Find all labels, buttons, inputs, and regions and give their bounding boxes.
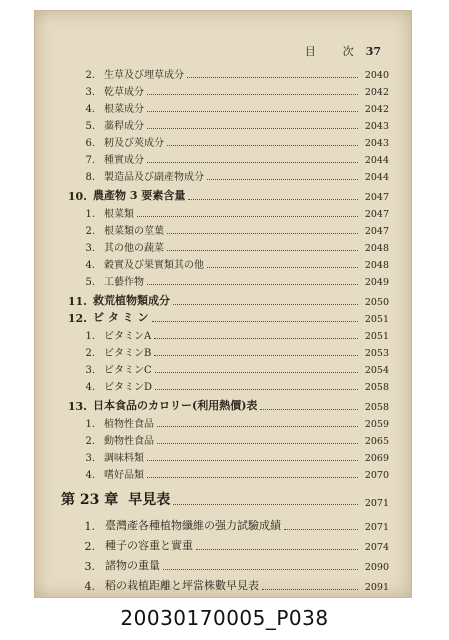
toc-entry bbox=[35, 292, 411, 308]
entry-number: 4. bbox=[84, 580, 95, 593]
leader-dots bbox=[152, 321, 359, 322]
entry-number: 1. bbox=[85, 331, 95, 342]
toc-entry bbox=[35, 377, 411, 393]
entry-title: 諸物の重量 bbox=[105, 559, 160, 572]
toc-entry bbox=[35, 99, 411, 115]
leader-dots bbox=[207, 267, 358, 268]
entry-page-number: 2043 bbox=[364, 121, 389, 132]
entry-title: 其の他の蔬菜 bbox=[104, 243, 164, 254]
leader-dots bbox=[147, 162, 358, 163]
book-page bbox=[34, 10, 412, 598]
leader-dots bbox=[173, 304, 358, 305]
entry-title: 動物性食品 bbox=[104, 436, 154, 447]
entry-title: 種實成分 bbox=[104, 155, 144, 166]
toc-entry bbox=[35, 65, 411, 81]
chapter-page-number: 2071 bbox=[364, 498, 389, 509]
chapter-entry bbox=[35, 557, 411, 573]
entry-title: 植物性食品 bbox=[104, 419, 154, 430]
chapter-entry bbox=[35, 577, 411, 593]
entry-page-number: 2059 bbox=[364, 419, 389, 430]
entry-page-number: 2058 bbox=[364, 382, 389, 393]
chapter-heading bbox=[61, 489, 389, 509]
entry-page-number: 2050 bbox=[364, 297, 389, 308]
leader-dots bbox=[167, 233, 358, 234]
entry-number: 5. bbox=[85, 121, 95, 132]
toc-entry bbox=[35, 448, 411, 464]
toc-entry bbox=[35, 309, 411, 325]
leader-dots bbox=[157, 443, 358, 444]
entry-number: 3. bbox=[85, 453, 95, 464]
toc-entry bbox=[35, 465, 411, 481]
entry-number: 4. bbox=[85, 382, 95, 393]
entry-page-number: 2051 bbox=[364, 314, 389, 325]
entry-title: ビタミンB bbox=[104, 348, 152, 359]
entry-title: 調味料類 bbox=[104, 453, 144, 464]
entry-page-number: 2044 bbox=[364, 172, 389, 183]
entry-page-number: 2069 bbox=[364, 453, 389, 464]
leader-dots bbox=[147, 460, 358, 461]
entry-title: 根菜成分 bbox=[104, 104, 144, 115]
scan-caption: 20030170005_P038 bbox=[120, 606, 329, 630]
leader-dots bbox=[147, 94, 358, 95]
leader-dots bbox=[147, 111, 358, 112]
entry-page-number: 2054 bbox=[364, 365, 389, 376]
toc-entry bbox=[35, 397, 411, 413]
leader-dots bbox=[187, 77, 358, 78]
toc-entry bbox=[35, 238, 411, 254]
entry-page-number: 2058 bbox=[364, 402, 389, 413]
entry-title: 日本食品のカロリー(利用熱價)表 bbox=[93, 399, 258, 412]
entry-number: 12. bbox=[67, 312, 87, 325]
entry-title: 工藝作物 bbox=[104, 277, 144, 288]
toc-entry bbox=[35, 116, 411, 132]
leader-dots bbox=[207, 179, 358, 180]
toc-entry bbox=[35, 204, 411, 220]
toc-entry bbox=[35, 326, 411, 342]
entry-number: 1. bbox=[84, 520, 95, 533]
entry-number: 2. bbox=[85, 226, 95, 237]
entry-page-number: 2042 bbox=[364, 87, 389, 98]
running-head-page-number: 37 bbox=[365, 45, 381, 58]
entry-number: 3. bbox=[84, 560, 95, 573]
entry-page-number: 2048 bbox=[364, 243, 389, 254]
entry-title: 生草及び埋草成分 bbox=[104, 70, 184, 81]
entry-title: ビタミンD bbox=[104, 382, 153, 393]
toc-entry bbox=[35, 187, 411, 203]
entry-title: ビタミンA bbox=[104, 331, 152, 342]
leader-dots bbox=[155, 389, 358, 390]
leader-dots bbox=[188, 199, 358, 200]
chapter-label: 第 23 章 bbox=[61, 492, 119, 508]
entry-page-number: 2074 bbox=[364, 542, 389, 553]
entry-title: ビタミンC bbox=[104, 365, 152, 376]
entry-page-number: 2048 bbox=[364, 260, 389, 271]
leader-dots bbox=[167, 250, 358, 251]
leader-dots bbox=[147, 284, 358, 285]
entry-number: 1. bbox=[85, 419, 95, 430]
entry-title: 製造品及び副產物成分 bbox=[104, 172, 204, 183]
entry-title: ビ タ ミ ン bbox=[93, 311, 149, 324]
entry-number: 8. bbox=[85, 172, 95, 183]
entry-page-number: 2042 bbox=[364, 104, 389, 115]
entry-page-number: 2053 bbox=[364, 348, 389, 359]
entry-number: 10. bbox=[67, 190, 87, 203]
toc-entry bbox=[35, 414, 411, 430]
leader-dots bbox=[147, 477, 358, 478]
entry-number: 7. bbox=[85, 155, 95, 166]
entry-number: 3. bbox=[85, 365, 95, 376]
toc-entry bbox=[35, 360, 411, 376]
entry-page-number: 2047 bbox=[364, 226, 389, 237]
toc-entry bbox=[35, 431, 411, 447]
entry-number: 2. bbox=[85, 70, 95, 81]
entry-page-number: 2091 bbox=[364, 582, 389, 593]
toc-entry bbox=[35, 150, 411, 166]
leader-dots bbox=[154, 355, 358, 356]
leader-dots bbox=[167, 145, 358, 146]
entry-number: 2. bbox=[85, 436, 95, 447]
chapter-entry bbox=[35, 517, 411, 533]
entry-title: 臺灣產各種植物纖維の强力試驗成績 bbox=[105, 519, 281, 532]
leader-dots bbox=[173, 504, 358, 505]
chapter-title: 早見表 bbox=[128, 492, 171, 508]
toc-entry bbox=[35, 221, 411, 237]
leader-dots bbox=[262, 589, 358, 590]
entry-number: 3. bbox=[85, 243, 95, 254]
toc-entry bbox=[35, 272, 411, 288]
entry-page-number: 2051 bbox=[364, 331, 389, 342]
entry-title: 種子の容重と實重 bbox=[105, 539, 193, 552]
entry-page-number: 2090 bbox=[364, 562, 389, 573]
leader-dots bbox=[157, 426, 358, 427]
leader-dots bbox=[196, 549, 358, 550]
running-head-title: 目 次 bbox=[304, 45, 362, 58]
entry-number: 2. bbox=[84, 540, 95, 553]
toc-entry bbox=[35, 343, 411, 359]
entry-title: 稻の栽植距離と坪當株數早見表 bbox=[105, 579, 259, 592]
leader-dots bbox=[147, 128, 358, 129]
entry-number: 2. bbox=[85, 348, 95, 359]
entry-number: 1. bbox=[85, 209, 95, 220]
entry-number: 3. bbox=[85, 87, 95, 98]
leader-dots bbox=[154, 338, 358, 339]
entry-page-number: 2049 bbox=[364, 277, 389, 288]
entry-page-number: 2044 bbox=[364, 155, 389, 166]
leader-dots bbox=[155, 372, 358, 373]
entry-number: 4. bbox=[85, 260, 95, 271]
entry-page-number: 2065 bbox=[364, 436, 389, 447]
entry-number: 5. bbox=[85, 277, 95, 288]
entry-title: 乾草成分 bbox=[104, 87, 144, 98]
entry-title: 穀實及び果實類其の他 bbox=[104, 260, 204, 271]
toc-entry bbox=[35, 255, 411, 271]
entry-page-number: 2071 bbox=[364, 522, 389, 533]
chapter-entry bbox=[35, 537, 411, 553]
entry-number: 4. bbox=[85, 470, 95, 481]
entry-title: 根菜類 bbox=[104, 209, 134, 220]
toc-entry bbox=[35, 133, 411, 149]
leader-dots bbox=[137, 216, 358, 217]
leader-dots bbox=[284, 529, 358, 530]
toc-entry bbox=[35, 167, 411, 183]
entry-page-number: 2047 bbox=[364, 192, 389, 203]
entry-number: 4. bbox=[85, 104, 95, 115]
entry-page-number: 2047 bbox=[364, 209, 389, 220]
entry-title: 根菜類の莖葉 bbox=[104, 226, 164, 237]
entry-number: 11. bbox=[67, 295, 87, 308]
entry-page-number: 2043 bbox=[364, 138, 389, 149]
leader-dots bbox=[260, 409, 358, 410]
toc-entry bbox=[35, 82, 411, 98]
entry-page-number: 2070 bbox=[364, 470, 389, 481]
entry-title: 籾及び莢成分 bbox=[104, 138, 164, 149]
table-of-contents bbox=[35, 11, 411, 597]
entry-page-number: 2040 bbox=[364, 70, 389, 81]
entry-number: 6. bbox=[85, 138, 95, 149]
entry-title: 農產物 3 要素含量 bbox=[93, 189, 186, 202]
entry-title: 藁稈成分 bbox=[104, 121, 144, 132]
leader-dots bbox=[163, 569, 358, 570]
entry-title: 救荒植物類成分 bbox=[93, 294, 170, 307]
entry-title: 嗜好品類 bbox=[104, 470, 144, 481]
entry-number: 13. bbox=[67, 400, 87, 413]
